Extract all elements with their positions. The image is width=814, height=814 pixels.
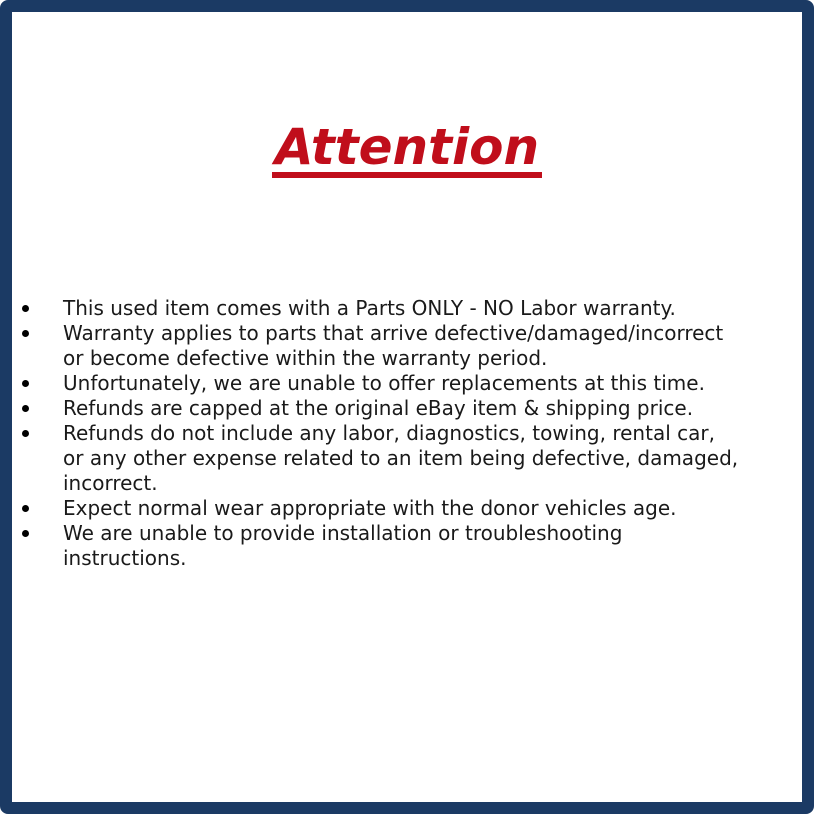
list-item-line: We are unable to provide installation or troubleshooting [63, 521, 623, 545]
warranty-terms-list [12, 296, 802, 571]
list-item [12, 421, 802, 496]
bullet-icon [22, 305, 29, 312]
list-item-line: instructions. [63, 546, 187, 570]
bullet-icon [22, 380, 29, 387]
list-item-line: This used item comes with a Parts ONLY - NO Labor warranty. [63, 296, 676, 320]
list-item-line: or become defective within the warranty period. [63, 346, 548, 370]
list-item [12, 496, 802, 521]
bullet-icon [22, 530, 29, 537]
list-item [12, 396, 802, 421]
list-item-line: Unfortunately, we are unable to offer replacements at this time. [63, 371, 705, 395]
list-item-line: Refunds do not include any labor, diagnostics, towing, rental car, [63, 421, 715, 445]
list-item-line: Expect normal wear appropriate with the donor vehicles age. [63, 496, 677, 520]
list-item-line: Refunds are capped at the original eBay item & shipping price. [63, 396, 694, 420]
bullet-icon [22, 430, 29, 437]
list-item [12, 521, 802, 571]
list-item-line: Warranty applies to parts that arrive defective/damaged/incorrect [63, 321, 724, 345]
list-item [12, 371, 802, 396]
list-item-line: or any other expense related to an item being defective, damaged, [63, 446, 739, 470]
list-item [12, 321, 802, 371]
list-item [12, 296, 802, 321]
heading-container [12, 118, 802, 178]
list-item-line: incorrect. [63, 471, 158, 495]
bullet-icon [22, 330, 29, 337]
attention-heading: Attention [272, 122, 542, 178]
bullet-icon [22, 505, 29, 512]
bullet-icon [22, 405, 29, 412]
